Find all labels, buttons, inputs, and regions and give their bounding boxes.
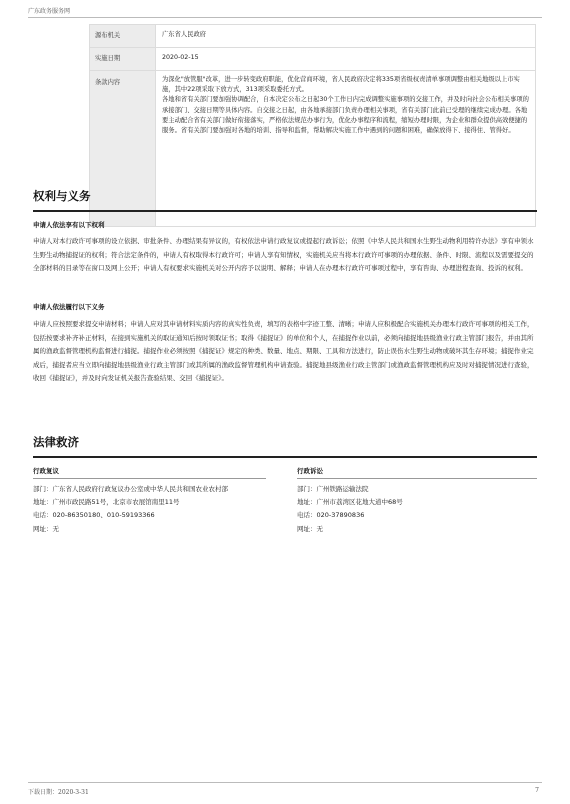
litigation-details <box>297 483 537 536</box>
row-label: 条款内容 <box>90 71 156 227</box>
row-value: 广东省人民政府 <box>156 25 536 48</box>
litigation-phone: 电话：020-37890836 <box>297 511 365 520</box>
review-address: 地址：广州市政民路51号，北京市农展馆南里11号 <box>33 498 180 507</box>
rights-section-divider <box>33 210 537 212</box>
clause-paragraph: 各地和省有关部门要加强协调配合，自本决定公布之日起30个工作日内完成调整实施事项的交接工作，并及时向社会公布相关事项的承接部门、交接日期等具体内容。自交接之日起，由各地承接部门负责办理相关事项，省有关部门此前已受理的继续完成办理。各地要主动配合省有关部门做好衔接落实，严格依法规范办事行为，优化办事程序和流程，缩短办理时限，为企业和群众提供高效便捷的服务。省有关部门要加强对各地的培训、指导和监督，帮助解决实施工作中遇到的问题和困难，确保放得下、接得住、管得好。 <box>162 96 529 135</box>
site-name: 广东政务服务网 <box>28 8 71 15</box>
table-row <box>90 71 536 227</box>
rights-section-title: 权利与义务 <box>33 189 91 203</box>
review-title: 行政复议 <box>33 467 59 475</box>
table-row <box>90 25 536 48</box>
obligations-paragraph: 申请人应按照要求提交申请材料；申请人应对其申请材料实质内容的真实性负责，填写的表格中字迹工整、清晰；申请人应积极配合实施机关办理本行政许可事项的相关工作，包括按要求补齐补正材料，在接到实施机关的取证通知后按时领取证书；取得《捕捉证》的单位和个人，在捕捉作业以前，必须向捕捉地县级渔业行政主管部门报告，并由其所属的渔政监督管理机构监督进行捕捉。捕捉作业必须按照《捕捉证》规定的种类、数量、地点、期限、工具和方法进行，防止误伤水生野生动物或破坏其生存环境；捕捉作业完成后，捕捉者应当立即向捕捉地县级渔业行政主管部门或其所属的渔政监督管理机构申请查验。捕捉地县级渔业行政主管部门或渔政监督管理机构应及时对捕捉情况进行查验，收回《捕捉证》，并及时向发证机关报告查验结果、交回《捕捉证》。 <box>33 320 534 382</box>
obligations-subtitle: 申请人依法履行以下义务 <box>33 303 105 311</box>
review-dept: 部门：广东省人民政府行政复议办公室或中华人民共和国农业农村部 <box>33 485 228 493</box>
row-label: 源布机关 <box>90 25 156 48</box>
legal-section-title: 法律救济 <box>33 435 79 449</box>
table-row <box>90 48 536 71</box>
legal-section-divider <box>33 456 537 458</box>
rights-subtitle: 申请人依法享有以下权利 <box>33 221 105 229</box>
header-divider <box>28 17 542 18</box>
footer-divider <box>28 782 542 783</box>
row-label: 实施日期 <box>90 48 156 71</box>
review-phone: 电话：020-86350180、010-59193366 <box>33 511 155 520</box>
litigation-address: 地址：广州市荔湾区花地大道中68号 <box>297 498 403 507</box>
litigation-divider <box>297 478 537 479</box>
rights-paragraph: 申请人对本行政许可事项的设立依据、审批条件、办理结果有异议的，有权依法申请行政复议或提起行政诉讼；依照《中华人民共和国水生野生动物利用特许办法》享有申领水生野生动物捕捉证的权利；符合法定条件的，申请人有权取得本行政许可；申请人享有知情权，实施机关应当将本行政许可事项的办理依据、条件、时限、流程以及需要提交的全部材料的目录等在窗口及网上公开；申请人有权要求实施机关对公开内容予以说明、解释；申请人在办理本行政许可事项过程中，享有咨询、办理进程查询、投诉的权利。 <box>33 237 534 272</box>
review-divider <box>33 478 266 479</box>
download-date: 下载日期：2020-3-31 <box>28 789 89 796</box>
litigation-dept: 部门：广州铁路运输法院 <box>297 485 369 493</box>
litigation-title: 行政诉讼 <box>297 467 323 475</box>
review-details <box>33 483 270 536</box>
info-table <box>89 24 536 227</box>
row-value <box>156 71 536 227</box>
page-number: 7 <box>535 787 539 794</box>
row-value: 2020-02-15 <box>156 48 536 71</box>
clause-paragraph: 为深化"放管服"改革，进一步转变政府职能，优化营商环境，省人民政府决定将335项省级权责清单事项调整由相关地级以上市实施，其中22项采取下放方式，313项采取委托方式。 <box>162 76 520 94</box>
review-website: 网址：无 <box>33 524 59 533</box>
litigation-website: 网址：无 <box>297 524 323 533</box>
